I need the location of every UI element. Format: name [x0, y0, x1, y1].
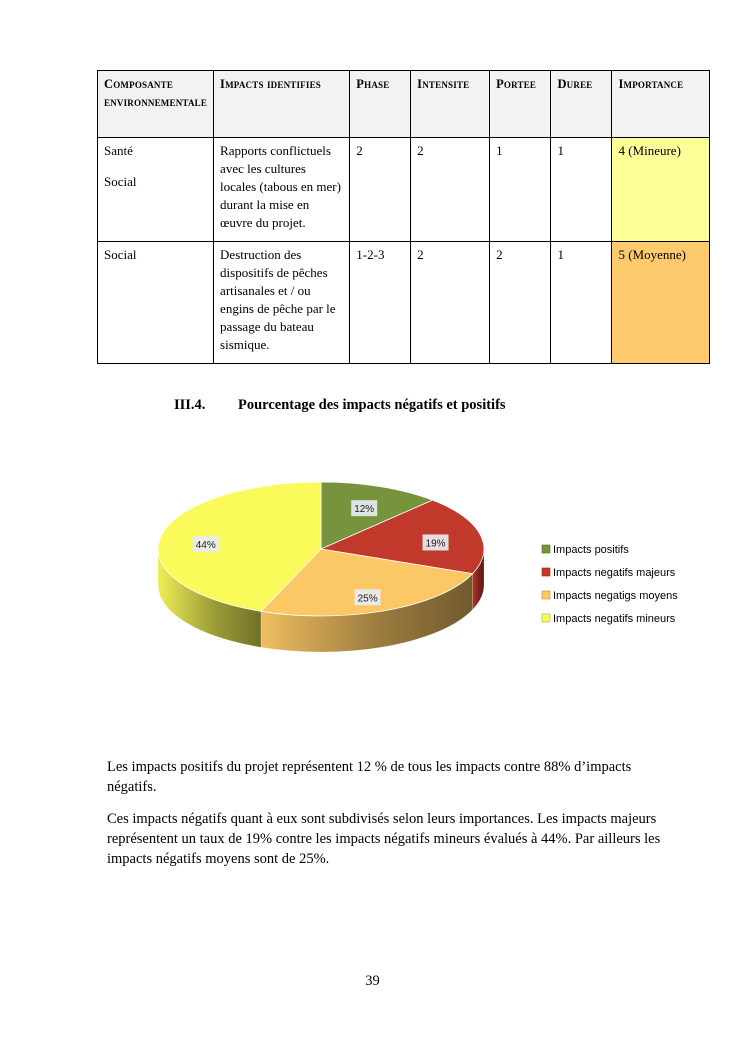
cell-portee: 1	[490, 138, 551, 242]
impacts-table	[97, 70, 710, 364]
section-title: Pourcentage des impacts négatifs et positifs	[238, 397, 506, 413]
header-composante: Composante environnementale	[98, 71, 214, 138]
section-number: III.4.	[174, 397, 206, 413]
slice-percent-label: 25%	[357, 593, 378, 605]
header-duree: Duree	[551, 71, 612, 138]
cell-importance: 5 (Moyenne)	[612, 242, 710, 364]
slice-percent-label: 12%	[354, 504, 375, 516]
header-intensite: Intensite	[411, 71, 490, 138]
legend-swatch	[542, 614, 550, 622]
impacts-pie-chart	[0, 460, 745, 700]
cell-portee: 2	[490, 242, 551, 364]
cell-importance: 4 (Mineure)	[612, 138, 710, 242]
legend-label: Impacts negatigs moyens	[553, 590, 678, 602]
page-number: 39	[365, 973, 380, 989]
cell-intensite: 2	[411, 242, 490, 364]
legend-swatch	[542, 545, 550, 553]
cell-phase: 2	[350, 138, 411, 242]
composante-item: Santé	[104, 143, 133, 158]
paragraph-1: Les impacts positifs du projet représentent 12 % de tous les impacts contre 88% d’impacts négatifs.	[107, 759, 632, 795]
legend-label: Impacts negatifs mineurs	[553, 613, 676, 625]
cell-composante	[98, 242, 214, 364]
cell-phase: 1-2-3	[350, 242, 411, 364]
table-row	[98, 242, 710, 364]
legend-swatch	[542, 591, 550, 599]
legend-swatch	[542, 568, 550, 576]
cell-duree: 1	[551, 242, 612, 364]
legend-label: Impacts negatifs majeurs	[553, 567, 676, 579]
header-portee: Portee	[490, 71, 551, 138]
cell-impacts: Destruction des dispositifs de pêches artisanales et / ou engins de pêche par le passage du bateau sismique.	[214, 242, 350, 364]
section-heading	[174, 397, 506, 414]
legend-label: Impacts positifs	[553, 544, 629, 556]
slice-percent-label: 19%	[425, 538, 446, 550]
table-header-row	[98, 71, 710, 138]
cell-impacts: Rapports conflictuels avec les cultures locales (tabous en mer) durant la mise en œuvre du projet.	[214, 138, 350, 242]
composante-item: Social	[104, 247, 137, 262]
table-row	[98, 138, 710, 242]
paragraph-2: Ces impacts négatifs quant à eux sont subdivisés selon leurs importances. Les impacts majeurs représentent un taux de 19% contre les impacts négatifs mineurs évalués à 44%. Par ailleurs les impacts négatifs moyens sont de 25%.	[107, 811, 661, 867]
header-impacts: Impacts identifies	[214, 71, 350, 138]
header-phase: Phase	[350, 71, 411, 138]
cell-composante	[98, 138, 214, 242]
slice-percent-label: 44%	[195, 539, 216, 551]
composante-item: Social	[104, 174, 137, 189]
header-importance: Importance	[612, 71, 710, 138]
cell-intensite: 2	[411, 138, 490, 242]
cell-duree: 1	[551, 138, 612, 242]
